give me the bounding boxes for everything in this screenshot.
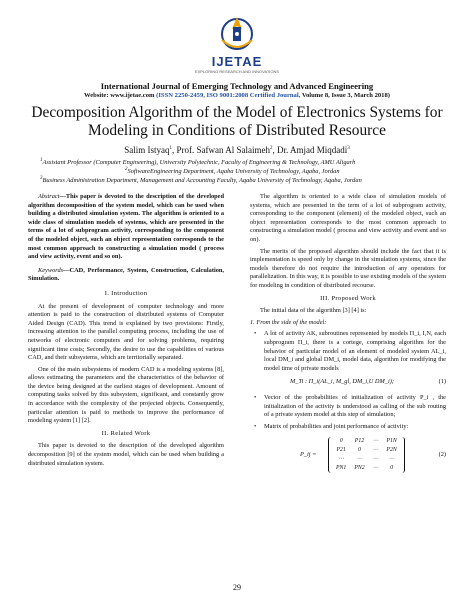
matrix-cell: 0 <box>358 446 361 453</box>
equation-1 <box>250 376 446 390</box>
author-sup: 2 <box>270 146 273 151</box>
journal-website-line <box>0 92 474 99</box>
matrix-cell: ⋯ <box>372 455 379 462</box>
equation-number: (2) <box>438 450 446 458</box>
logo-emblem-icon <box>198 10 276 56</box>
list-item-text: A lot of activity AK, subroutines represented by models Π_i, I,N, each subprogram Π_i, there is a cortege, comprising algorithm for the behavior of particular model of an element of modeled system AL_i, local DM_i and global DM_i, model data, algorithm for modifying the model time of private models <box>264 330 446 372</box>
list-item-text: Matrix of probabilities and joint performance of activity: <box>264 423 409 431</box>
matrix-cell: ⋯ <box>356 455 363 462</box>
list-item <box>250 330 446 373</box>
equation-number: (1) <box>438 378 446 386</box>
right-column <box>250 193 446 481</box>
section-heading-related-work: II. Related Work <box>101 429 151 437</box>
author-name: Prof. Safwan Al Salaimeh <box>176 145 270 155</box>
left-column <box>28 193 224 471</box>
intro-paragraph: One of the main subsystems of modern CAD is a modeling systems [8], allows estimating the parameters and the characteristics of the behavior of the device being designed at the earliest stages of development. Amount of computing tasks solved by this subsystem, significant, and constantly grow in accordance with the complexity of the projected objects. Consequently, particular attention is paid to methods to improve the performance of modeling system [1] [2]. <box>28 365 224 425</box>
volume-text: Volume 8, Issue 3, March 2018) <box>301 92 390 99</box>
matrix-row <box>332 446 401 455</box>
matrix-row <box>332 464 401 473</box>
matrix-cell: P12 <box>354 437 365 444</box>
keywords-label: Keywords <box>38 266 64 274</box>
journal-logo <box>194 10 280 76</box>
body-paragraph: The algorithm is oriented to a wide class of simulation models of systems, which are presented in the term of a lot of subprogram activity, corresponding to the component (element) of the modeled object, such an object representation corresponds to the most common approach to constructing a simulation model ( process and view activity and event and so on). <box>250 193 446 243</box>
logo-tagline: EXPLORING RESEARCH AND INNOVATIONS <box>194 69 280 74</box>
matrix-cell: 0 <box>390 464 394 471</box>
abstract-text: —This paper is devoted to the description of the developed algorithm decomposition of the system model, which can be used when building a distributed simulation system. The algorithm is oriented to a wide class of simulation models of systems, which are presented in the terms of a lot of subprogram activity, corresponding to the component of the modeled object, such an object representation corresponds to the most common approach to constructing a simulation model ( process and view activity, event and so on). <box>28 193 224 261</box>
matrix-cell: PN2 <box>354 464 365 471</box>
equation-2 <box>250 435 446 479</box>
intro-paragraph: At the present of development of computer technology and more attention is paid to the construction of distributed systems of Computer Aided Design (CAD). This trend is explained by two provisions: Firstly, increasing attention to the parallel computing process, including the use of networks of electronic computers and for solving problems, requiring significant time costs; Secondly, the desire to use the capabilities of various CAD, and their subsystems, which are territorially separated. <box>28 302 224 362</box>
section-heading-proposed-work: III. Proposed Work <box>320 294 376 302</box>
matrix-cell: ⋯ <box>372 464 379 471</box>
abstract <box>28 193 224 262</box>
bullet-icon: • <box>254 423 257 431</box>
keywords <box>28 267 224 284</box>
matrix-cell: P21 <box>336 446 346 453</box>
website-prefix: Website: www.ijetae.com <box>84 92 155 99</box>
matrix-cell: P2N <box>386 446 397 453</box>
matrix-cell: ⋯ <box>388 455 395 462</box>
bullet-icon: • <box>254 330 257 338</box>
list-item-text: Vector of the probabilities of initialization of activity P_i , the initialization of the activity is understood as calling of the sub routing of a private system model at this step of simulation; <box>264 394 446 419</box>
matrix-row <box>332 455 401 464</box>
logo-text: IJETAE <box>211 54 263 69</box>
page-number: 29 <box>233 583 241 592</box>
issn-text: (ISSN 2250-2459, ISO 9001:2008 Certified Journal, <box>156 92 301 99</box>
body-paragraph: The merits of the proposed algorithm should include the fact that it is implementation is speed only by change in the simulation systems, since the models therefore do not require the introduction of any operators for parallelization. In this way, it is possible to use existing models of the system for modeling in condition of distributed recourse. <box>250 247 446 289</box>
keywords-text: —CAD, Performance, System, Construction, Calculation, Simulation. <box>28 266 224 283</box>
author-sup: 3 <box>347 146 350 151</box>
author-line: Salim Istyaq$^1$, Prof. Safwan Al Salaimeh$^2$, Dr. Amjad Miqdadi$^3$ <box>124 145 350 155</box>
matrix-cell: 0 <box>339 437 343 444</box>
matrix-cell: ⋯ <box>372 446 379 453</box>
affiliation-text: Business Administration Department, Management and Accounting Faculty, Aqaba University of Technology, Aqaba, Jordan <box>42 177 362 185</box>
affiliation-sup: 1 <box>40 158 43 163</box>
list-item <box>250 423 446 432</box>
matrix-cell: ⋯ <box>338 455 345 462</box>
list-item <box>250 394 446 420</box>
paper-title: Decomposition Algorithm of the Model of Electronics Systems for Modeling in Conditions of Distributed Resource <box>31 104 443 139</box>
author-sup: 1 <box>169 146 172 151</box>
section-heading-introduction: I. Introduction <box>104 289 148 297</box>
related-work-paragraph: This paper is devoted to the description of the developed algorithm decomposition [9] of the system model, which can be used when building a distributed simulation system. <box>28 442 224 467</box>
affiliation-text: Assistant Professor (Computer Engineering), University Polytechnic, Faculty of Engineering & Technology, AMU Aligarh <box>42 159 356 167</box>
abstract-label: Abstract <box>38 193 60 200</box>
affiliation-sup: 2 <box>125 167 128 172</box>
journal-name: International Journal of Emerging Technology and Advanced Engineering <box>100 81 374 91</box>
matrix-cell: P1N <box>386 437 397 444</box>
matrix-cell: PN1 <box>336 464 347 471</box>
affiliation-text: SoftwareEngineering Department, Aqaba University of Technology, Aqaba, Jordan <box>127 168 340 176</box>
probability-matrix <box>328 437 405 473</box>
matrix-lhs: P_ij = <box>300 450 317 458</box>
author-name: Dr. Amjad Miqdadi <box>277 145 348 155</box>
bullet-icon: • <box>254 394 257 402</box>
author-name: Salim Istyaq <box>124 145 170 155</box>
affiliation-sup: 3 <box>40 176 43 181</box>
affiliation-line <box>40 158 460 166</box>
affiliation-line <box>125 167 474 175</box>
matrix-row <box>332 437 401 446</box>
subsection-heading: 1. From the side of the model: <box>250 318 327 326</box>
matrix-cell: ⋯ <box>372 437 379 444</box>
initial-data-text: The initial data of the algorithm [3] [4] is: <box>260 307 367 315</box>
affiliation-line <box>40 176 460 184</box>
equation-expression: M_Ti : Π_i(AL_i, M_gl, DM_i,U DM_i); <box>290 378 394 386</box>
